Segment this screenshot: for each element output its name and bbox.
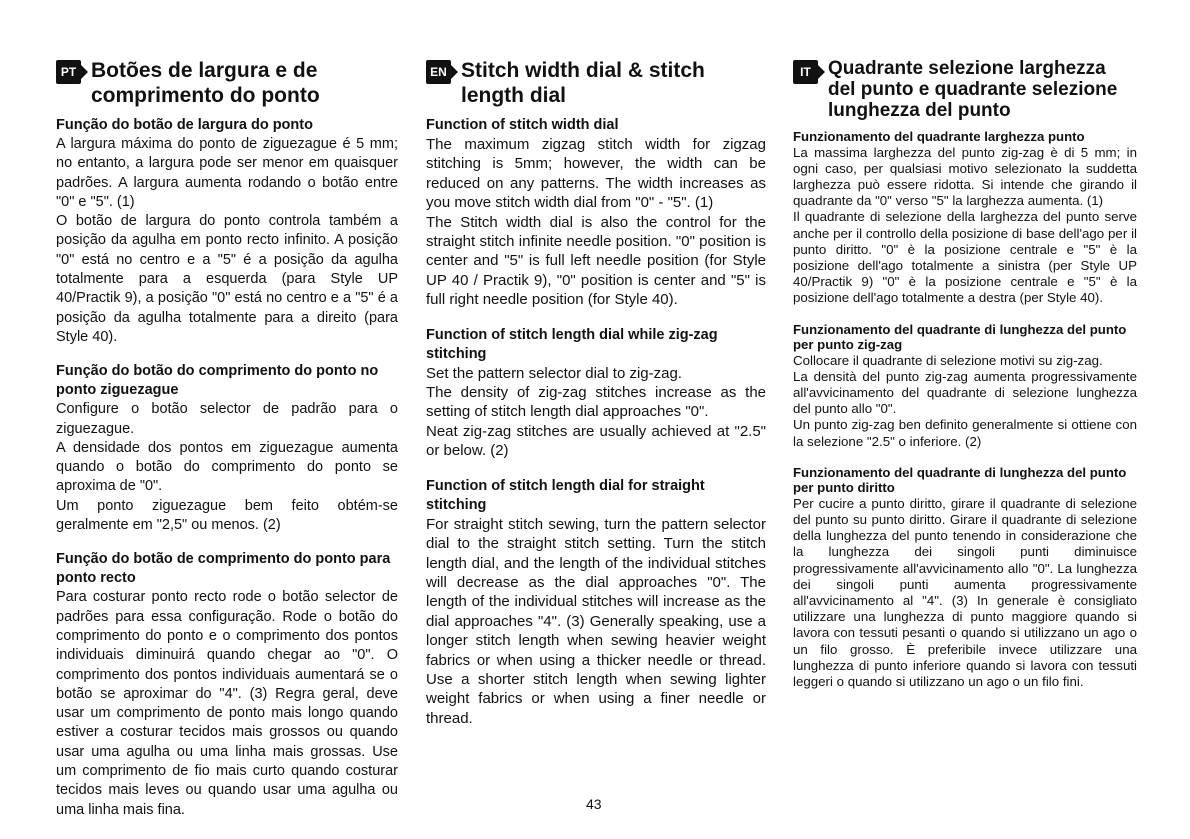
subsection (426, 116, 766, 310)
column-title: Quadrante selezione larghezza del punto e quadrante selezione lunghezza del punto (828, 58, 1118, 121)
subsection-heading: Função do botão de comprimento do ponto para ponto recto (56, 551, 391, 587)
subsection (793, 465, 1137, 690)
subsection (793, 129, 1137, 307)
subsection (426, 326, 766, 461)
subsection (56, 116, 398, 347)
subsection (56, 362, 398, 535)
paragraph: La densità del punto zig-zag aumenta progressivamente all'avvicinamento del quadrante di selezione lunghezza del punto allo "0". (793, 368, 1137, 417)
paragraph: Set the pattern selector dial to zig-zag. (426, 364, 682, 382)
subsection (793, 322, 1137, 450)
language-badge-en: EN (426, 60, 451, 84)
section-header (793, 58, 1137, 121)
subsection-heading: Funzionamento del quadrante di lunghezza del punto per punto zig-zag (793, 321, 1127, 353)
paragraph: Un punto zig-zag ben definito generalmente si ottiene con la selezione "2.5" o inferiore. (2) (793, 417, 1137, 449)
section-header (426, 58, 766, 108)
paragraph: A largura máxima do ponto de ziguezague é 5 mm; no entanto, a largura pode ser menor em quaisquer padrões. A largura aumenta rodando o botão entre "0" e "5". (1) (56, 136, 398, 210)
subsection-heading: Função do botão de largura do ponto (56, 117, 313, 133)
subsection-heading: Function of stitch length dial for straight stitching (426, 477, 705, 513)
subsection-heading: Função do botão do comprimento do ponto no ponto ziguezague (56, 363, 379, 399)
column-italian (793, 58, 1137, 690)
paragraph: Neat zig-zag stitches are usually achieved at "2.5" or below. (2) (426, 422, 766, 460)
subsection (426, 477, 766, 728)
column-title: Botões de largura e de comprimento do ponto (91, 59, 320, 107)
paragraph: La massima larghezza del punto zig-zag è di 5 mm; in ogni caso, per qualsiasi motivo selezionato la suddetta larghezza può essere ridotta. Si intende che girando il quadrante da "0" verso "5" la larghezza aumenta. (1) (793, 144, 1137, 209)
paragraph: For straight stitch sewing, turn the pattern selector dial to the straight stitch setting. Turn the stitch length dial, and the length of the individual stitches will decrease as the dial approaches "0". The length of the individual stitches will increase as the dial approaches "4". (3) Generally speaking, use a longer stitch length when sewing heavier weight fabrics or when using a thicker needle or thread. Use a shorter stitch length when sewing lighter weight fabrics or when using a finer needle or thread. (426, 515, 766, 727)
column-portuguese (56, 58, 398, 820)
paragraph: Il quadrante di selezione della larghezza del punto serve anche per il controllo della posizione di base dell'ago per il punto diritto. "0" è la posizione centrale e "5" è la posizione dell'ago totalmente a sinistra (per Style UP 40/Practik 9) "0" è la posizione centrale e "5" è la posizione dell'ago totalmente a destra (per Style 40). (793, 209, 1137, 306)
subsection (56, 550, 398, 820)
paragraph: Collocare il quadrante di selezione motivi su zig-zag. (793, 352, 1103, 368)
column-english (426, 58, 766, 728)
language-badge-pt: PT (56, 60, 81, 84)
paragraph: Configure o botão selector de padrão para o ziguezague. (56, 401, 398, 437)
paragraph: Para costurar ponto recto rode o botão selector de padrões para essa configuração. Rode o botão do comprimento do ponto e o comprimento dos pontos individuais diminuirá quando chegar ao "0". O comprimento dos pontos individuais aumentará se o botão se aproximar do "4". (3) Regra geral, deve usar um comprimento de ponto mais longo quando estiver a costurar tecidos mais grossos ou quando usar uma agulha ou uma linha mais grossas. Use um comprimento de fio mais curto quando costurar tecidos mais leves ou quando usar uma agulha ou uma linha mais fina. (56, 589, 398, 818)
paragraph: The Stitch width dial is also the control for the straight stitch infinite needle position. "0" position is center and "5" is full left needle position (for Style UP 40 / Practik 9), "0" position is center and "5" is full right needle position (for Style 40). (426, 213, 766, 309)
subsection-heading: Funzionamento del quadrante larghezza punto (793, 129, 1085, 144)
page-number: 43 (586, 796, 602, 812)
paragraph: O botão de largura do ponto controla também a posição da agulha em ponto recto infinito. A posição "0" está no centro e a "5" é a posição da agulha totalmente para a esquerda (para Style UP 40/Practik 9), a posição "0" está no centro e a "5" é a posição da agulha totalmente para a direito (para Style 40). (56, 213, 398, 345)
paragraph: Per cucire a punto diritto, girare il quadrante di selezione del punto su punto diritto. Girare il quadrante di selezione della lunghezza del punto tenendo in considerazione che la lunghezza dei singoli punti diminuisce progressivamente all'avvicinamento allo "0". La lunghezza dei singoli punti aumenta progressivamente all'avvicinamento al "4". (3) In generale è consigliato utilizzare una lunghezza di punto maggiore quando si lavora con tessuti pesanti o quando si utilizzano un ago o un filo grosso. È preferibile invece utilizzare una lunghezza di punto inferiore quando si lavora con tessuti leggeri o quando si utilizzano un ago o un filo fini. (793, 495, 1137, 689)
paragraph: A densidade dos pontos em ziguezague aumenta quando o botão do comprimento do ponto se aproxima de "0". (56, 439, 398, 495)
paragraph: The density of zig-zag stitches increase as the setting of stitch length dial approaches "0". (426, 384, 766, 421)
section-header (56, 58, 398, 108)
language-badge-it: IT (793, 60, 818, 84)
paragraph: Um ponto ziguezague bem feito obtém-se geralmente em "2,5" ou menos. (2) (56, 497, 398, 534)
paragraph: The maximum zigzag stitch width for zigzag stitching is 5mm; however, the width can be reduced on any patterns. The width increases as you move stitch width dial from "0" - "5". (1) (426, 136, 766, 212)
subsection-heading: Funzionamento del quadrante di lunghezza del punto per punto diritto (793, 464, 1127, 496)
subsection-heading: Function of stitch width dial (426, 117, 619, 133)
subsection-heading: Function of stitch length dial while zig-zag stitching (426, 326, 718, 362)
column-title: Stitch width dial & stitch length dial (461, 59, 705, 107)
